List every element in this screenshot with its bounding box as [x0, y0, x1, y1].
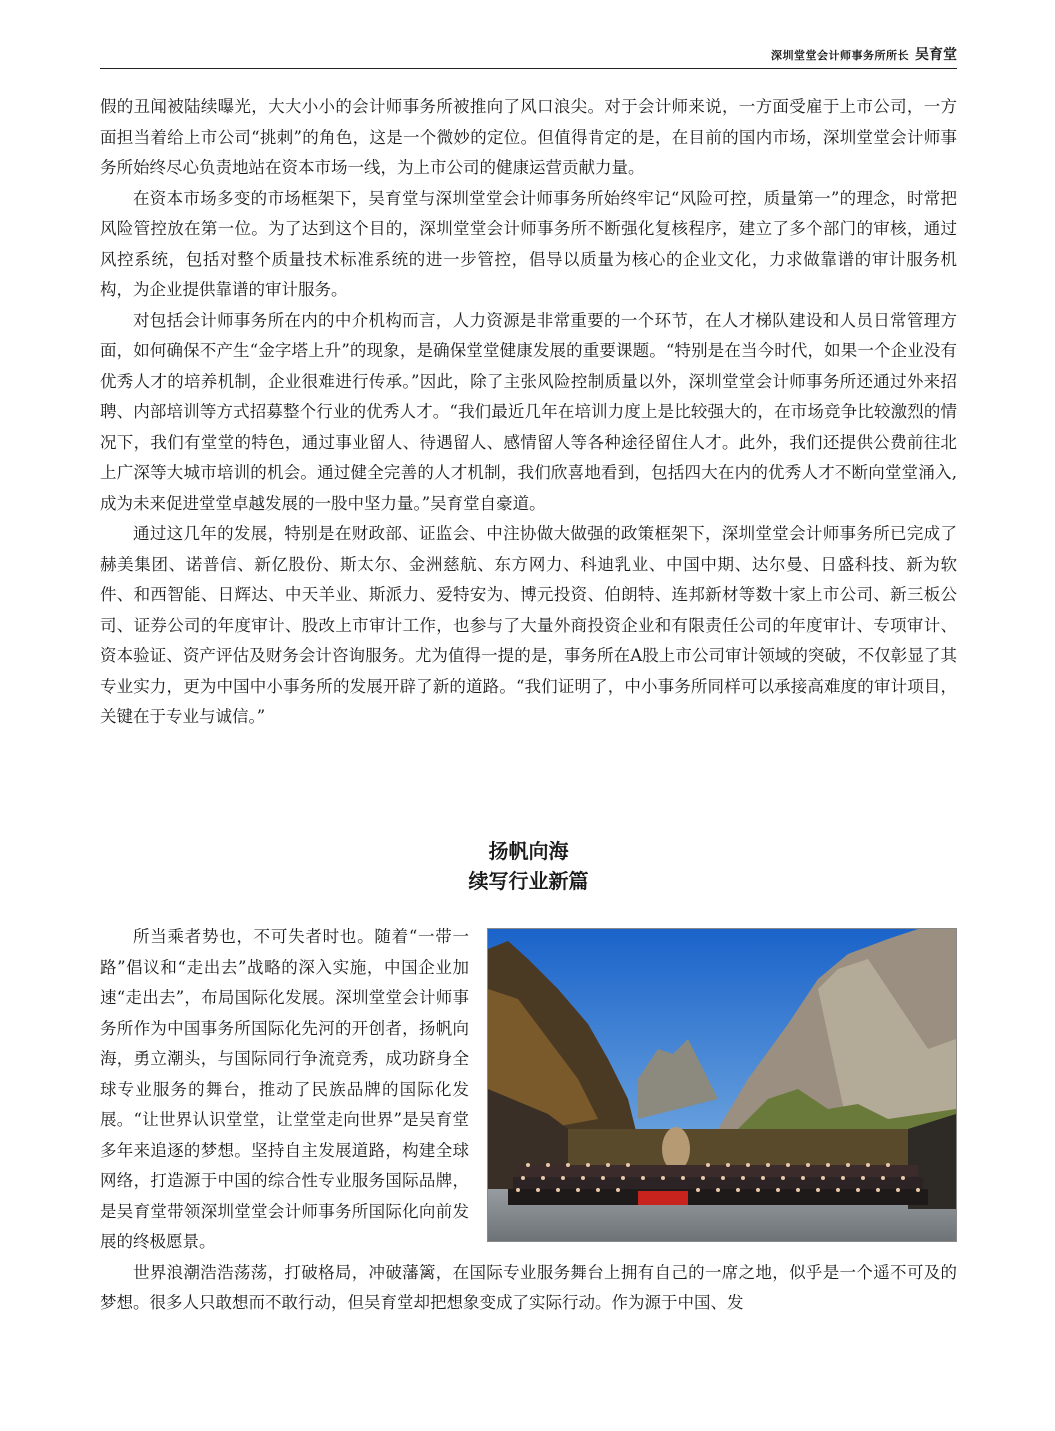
- section-title: [100, 836, 957, 896]
- group-photo: [487, 928, 957, 1242]
- section-body: [100, 922, 957, 1319]
- paragraph-2: 在资本市场多变的市场框架下，吴育堂与深圳堂堂会计师事务所始终牢记“风险可控，质量第一”的理念，时常把风险管控放在第一位。为了达到这个目的，深圳堂堂会计师事务所不断强化复核程序，建立了多个部门的审核，通过风控系统，包括对整个质量技术标准系统的进一步管控，倡导以质量为核心的企业文化，力求做靠谱的审计服务机构，为企业提供靠谱的审计服务。: [100, 188, 957, 299]
- page-header: [100, 44, 957, 69]
- paragraph-4: 通过这几年的发展，特别是在财政部、证监会、中注协做大做强的政策框架下，深圳堂堂会计师事务所已完成了赫美集团、诺普信、新亿股份、斯太尔、金洲慈航、东方网力、科迪乳业、中国中期、达尔曼、日盛科技、新为软件、和西智能、日辉达、中天羊业、斯派力、爱特安为、博元投资、伯朗特、连邦新材等数十家上市公司、新三板公司、证券公司的年度审计、股改上市审计工作，也参与了大量外商投资企业和有限责任公司的年度审计、专项审计、资本验证、资产评估及财务会计咨询服务。尤为值得一提的是，事务所在A股上市公司审计领域的突破，不仅彰显了其专业实力，更为中国中小事务所的发展开辟了新的道路。“我们证明了，中小事务所同样可以承接高难度的审计项目，关键在于专业与诚信。”: [100, 524, 957, 726]
- header-subtitle: 深圳堂堂会计师事务所所长: [771, 49, 909, 62]
- paragraph-5: 所当乘者势也，不可失者时也。随着“一带一路”倡议和“走出去”战略的深入实施，中国企业加速“走出去”，布局国际化发展。深圳堂堂会计师事务所作为中国事务所国际化先河的开创者，扬帆向海，勇立潮头，与国际同行争流竞秀，成功跻身全球专业服务的舞台，推动了民族品牌的国际化发展。“让世界认识堂堂，让堂堂走向世界”是吴育堂多年来追逐的梦想。坚持自主发展道路，构建全球网络，打造源于中国的综合性专业服务国际品牌，是吴育堂带领深圳堂堂会计师事务所国际化向前发展的终极愿景。: [100, 927, 469, 1251]
- article-body: [100, 92, 957, 733]
- paragraph-1: 假的丑闻被陆续曝光，大大小小的会计师事务所被推向了风口浪尖。对于会计师来说，一方面受雇于上市公司，一方面担当着给上市公司“挑刺”的角色，这是一个微妙的定位。但值得肯定的是，在目前的国内市场，深圳堂堂会计师事务所始终尽心负责地站在资本市场一线，为上市公司的健康运营贡献力量。: [100, 97, 957, 177]
- paragraph-6: 世界浪潮浩浩荡荡，打破格局，冲破藩篱，在国际专业服务舞台上拥有自己的一席之地，似乎是一个遥不可及的梦想。很多人只敢想而不敢行动，但吴育堂却把想象变成了实际行动。作为源于中国、发: [100, 1262, 957, 1312]
- group-photo-illustration: [488, 929, 956, 1241]
- photo-wrapper: [487, 928, 957, 1244]
- section-title-line-2: 续写行业新篇: [468, 869, 589, 893]
- header-name: 吴育堂: [915, 47, 957, 63]
- section-title-line-1: 扬帆向海: [488, 839, 569, 863]
- paragraph-3: 对包括会计师事务所在内的中介机构而言，人力资源是非常重要的一个环节，在人才梯队建设和人员日常管理方面，如何确保不产生“金字塔上升”的现象，是确保堂堂健康发展的重要课题。“特别是在当今时代，如果一个企业没有优秀人才的培养机制，企业很难进行传承。”因此，除了主张风险控制质量以外，深圳堂堂会计师事务所还通过外来招聘、内部培训等方式招募整个行业的优秀人才。“我们最近几年在培训力度上是比较强大的，在市场竞争比较激烈的情况下，我们有堂堂的特色，通过事业留人、待遇留人、感情留人等各种途径留住人才。此外，我们还提供公费前往北上广深等大城市培训的机会。通过健全完善的人才机制，我们欣喜地看到，包括四大在内的优秀人才不断向堂堂涌入,成为未来促进堂堂卓越发展的一股中坚力量。”吴育堂自豪道。: [100, 310, 957, 513]
